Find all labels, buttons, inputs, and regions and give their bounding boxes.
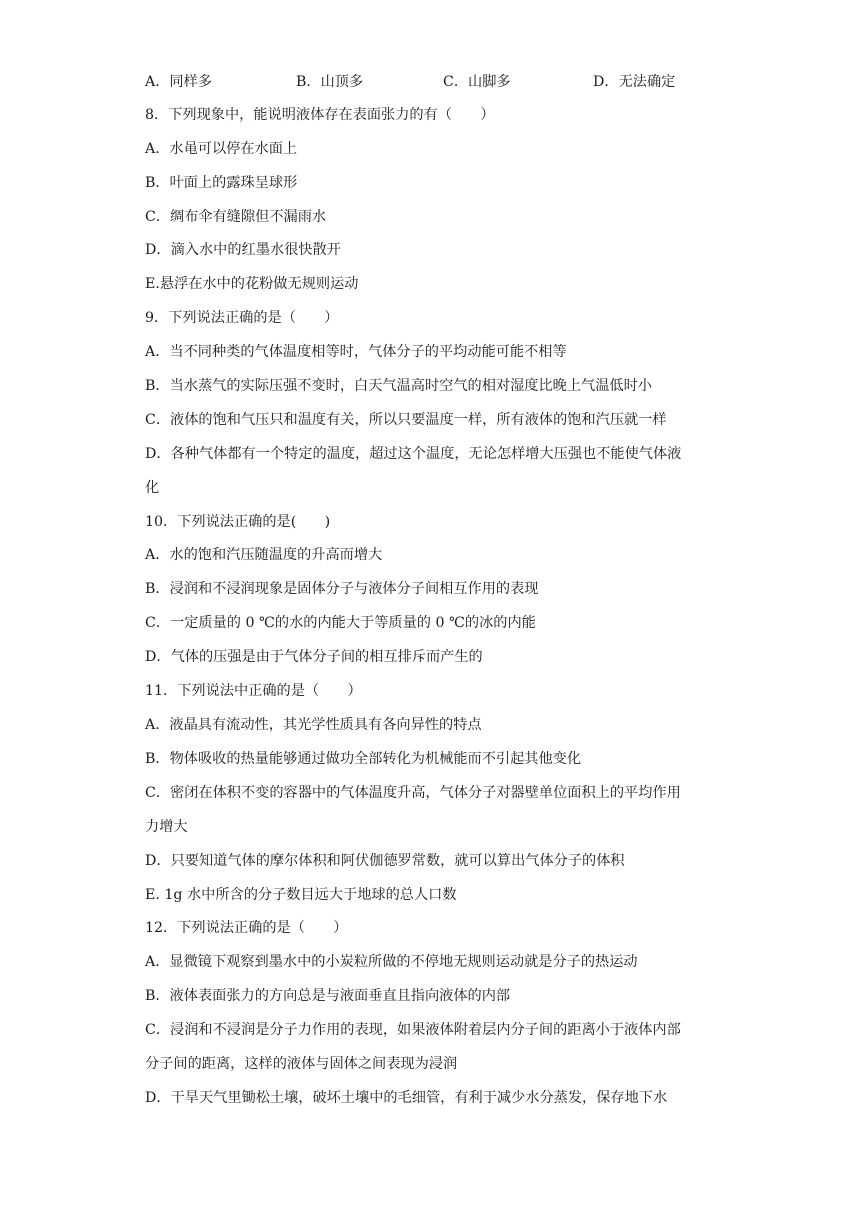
q12-option-b: B．液体表面张力的方向总是与液面垂直且指向液体的内部	[145, 988, 511, 1004]
q10-option-b: B．浸润和不浸润现象是固体分子与液体分子间相互作用的表现	[145, 581, 539, 597]
q11-option-c-cont: 力增大	[145, 819, 188, 835]
q9-option-b: B．当水蒸气的实际压强不变时，白天气温高时空气的相对湿度比晚上气温低时小	[145, 378, 652, 394]
q9-stem: 9．下列说法正确的是（ ）	[145, 310, 339, 326]
q7-option-d: D．无法确定	[593, 74, 676, 90]
q8-option-c: C．绸布伞有缝隙但不漏雨水	[145, 209, 327, 225]
q12-option-a: A．显微镜下观察到墨水中的小炭粒所做的不停地无规则运动就是分子的热运动	[145, 954, 638, 970]
q10-option-a: A．水的饱和汽压随温度的升高而增大	[145, 547, 383, 563]
q9-option-c: C．液体的饱和气压只和温度有关，所以只要温度一样，所有液体的饱和汽压就一样	[145, 412, 667, 428]
q11-stem: 11．下列说法中正确的是（ ）	[145, 683, 362, 699]
q7-option-a: A．同样多	[145, 74, 212, 90]
q11-option-c: C．密闭在体积不变的容器中的气体温度升高，气体分子对器壁单位面积上的平均作用	[145, 785, 681, 801]
q8-option-a: A．水黾可以停在水面上	[145, 141, 298, 157]
q10-option-c: C．一定质量的 0 ℃的水的内能大于等质量的 0 ℃的冰的内能	[145, 615, 536, 631]
q11-option-b: B．物体吸收的热量能够通过做功全部转化为机械能而不引起其他变化	[145, 751, 582, 767]
q12-option-c-cont: 分子间的距离，这样的液体与固体之间表现为浸润	[145, 1056, 458, 1072]
q10-option-d: D．气体的压强是由于气体分子间的相互排斥而产生的	[145, 649, 483, 665]
q7-option-c: C．山脚多	[443, 74, 511, 90]
q7-options	[145, 72, 745, 92]
q12-option-d: D．干旱天气里锄松土壤，破坏土壤中的毛细管，有利于减少水分蒸发，保存地下水	[145, 1090, 668, 1106]
q9-option-a: A．当不同种类的气体温度相等时，气体分子的平均动能可能不相等	[145, 344, 567, 360]
q12-option-c: C．浸润和不浸润是分子力作用的表现，如果液体附着层内分子间的距离小于液体内部	[145, 1022, 681, 1038]
q8-option-d: D．滴入水中的红墨水很快散开	[145, 242, 341, 258]
q8-option-b: B．叶面上的露珠呈球形	[145, 175, 298, 191]
q9-option-d: D．各种气体都有一个特定的温度，超过这个温度，无论怎样增大压强也不能使气体液	[145, 446, 682, 462]
q11-option-d: D．只要知道气体的摩尔体积和阿伏伽德罗常数，就可以算出气体分子的体积	[145, 853, 625, 869]
q8-stem: 8．下列现象中，能说明液体存在表面张力的有（ ）	[145, 107, 495, 123]
q11-option-e: E. 1g 水中所含的分子数目远大于地球的总人口数	[145, 887, 457, 903]
q9-option-d-cont: 化	[145, 480, 160, 496]
q10-stem: 10．下列说法正确的是( )	[145, 514, 331, 530]
q11-option-a: A．液晶具有流动性，其光学性质具有各向异性的特点	[145, 717, 482, 733]
q12-stem: 12．下列说法正确的是（ ）	[145, 920, 348, 936]
q7-option-b: B．山顶多	[296, 74, 364, 90]
q8-option-e: E.悬浮在水中的花粉做无规则运动	[145, 276, 359, 292]
